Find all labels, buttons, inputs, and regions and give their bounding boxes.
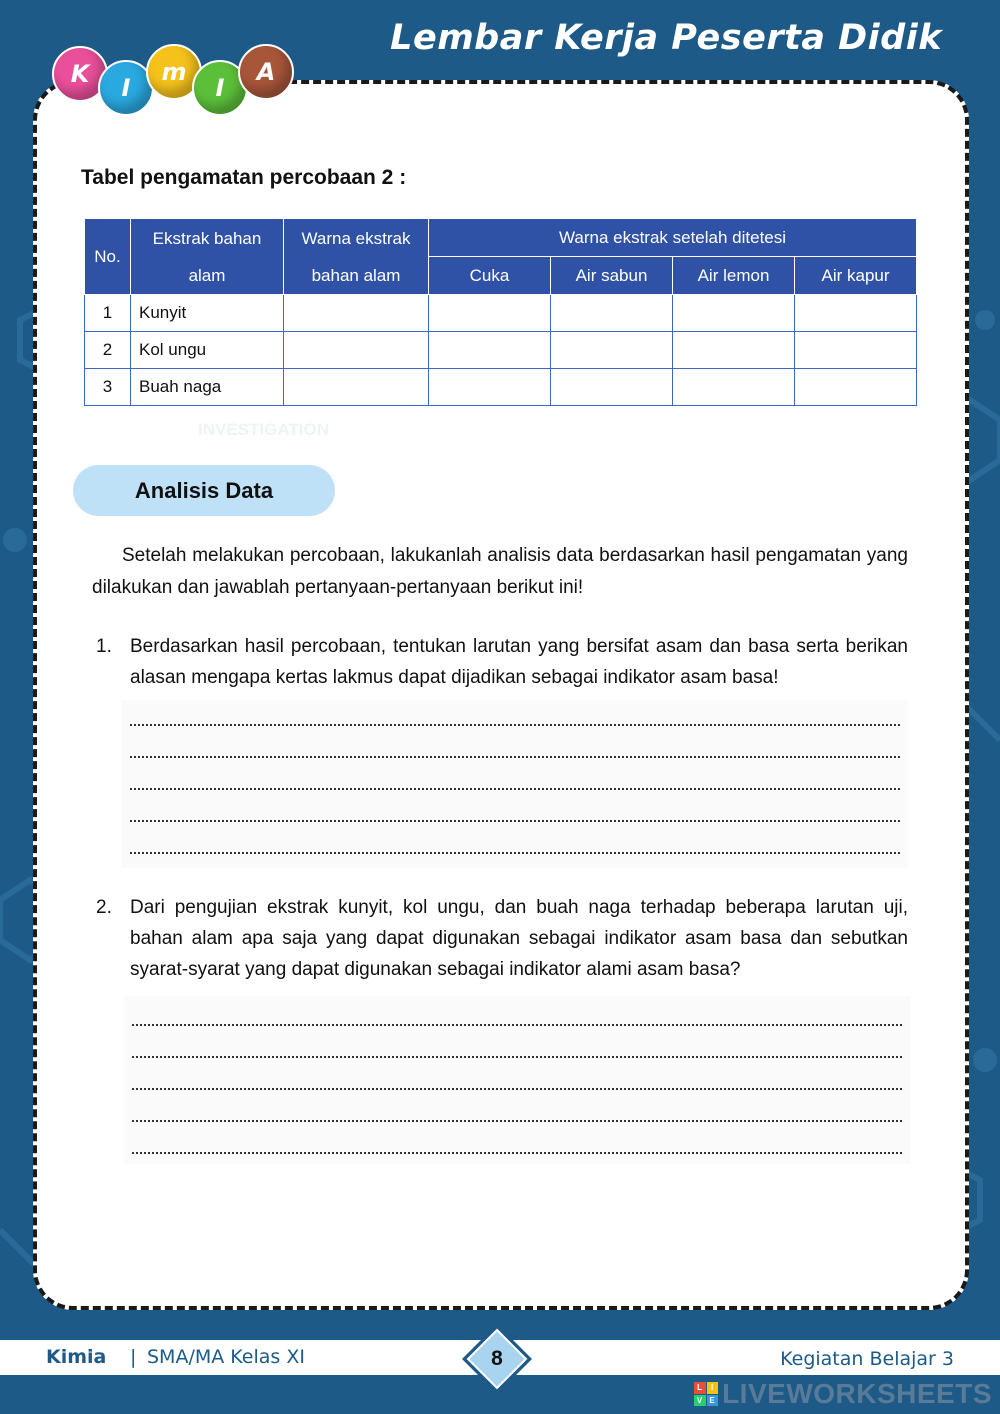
row-no: 2 xyxy=(85,332,131,369)
header-ekstrak-line2: alam xyxy=(188,265,226,285)
header-warna-line1: Warna ekstrak xyxy=(301,228,411,248)
answer-line[interactable] xyxy=(132,1056,902,1058)
input-cell[interactable] xyxy=(795,369,917,406)
table-title: Tabel pengamatan percobaan 2 : xyxy=(81,166,407,189)
footer-separator: | xyxy=(130,1346,137,1368)
footer-unit: Kegiatan Belajar 3 xyxy=(780,1348,954,1370)
input-cell[interactable] xyxy=(795,295,917,332)
question-number: 2. xyxy=(96,897,112,918)
liveworksheets-watermark xyxy=(694,1378,992,1410)
input-cell[interactable] xyxy=(429,369,551,406)
header-group: Warna ekstrak setelah ditetesi xyxy=(429,219,917,257)
answer-line[interactable] xyxy=(130,756,900,758)
liveworksheets-logo-icon xyxy=(694,1382,718,1406)
kimia-logo xyxy=(52,40,292,115)
answer-line[interactable] xyxy=(132,1088,902,1090)
input-cell[interactable] xyxy=(673,332,795,369)
answer-line[interactable] xyxy=(132,1152,902,1154)
question-1 xyxy=(92,631,908,693)
answer-line[interactable] xyxy=(130,852,900,854)
header-air-lemon: Air lemon xyxy=(673,257,795,295)
input-cell[interactable] xyxy=(551,295,673,332)
page-number: 8 xyxy=(491,1347,503,1370)
logo-ball-i2: I xyxy=(192,60,248,116)
input-cell[interactable] xyxy=(551,332,673,369)
lw-logo-v: V xyxy=(694,1395,706,1407)
row-name: Kunyit xyxy=(131,295,284,332)
row-no: 1 xyxy=(85,295,131,332)
input-cell[interactable] xyxy=(795,332,917,369)
row-name: Kol ungu xyxy=(131,332,284,369)
footer-subject: Kimia xyxy=(46,1346,107,1368)
input-cell[interactable] xyxy=(284,332,429,369)
header-no: No. xyxy=(85,219,131,295)
header-cuka: Cuka xyxy=(429,257,551,295)
input-cell[interactable] xyxy=(429,295,551,332)
header-air-sabun: Air sabun xyxy=(551,257,673,295)
header-ekstrak-line1: Ekstrak bahan xyxy=(152,228,262,248)
lw-logo-l: L xyxy=(694,1382,706,1394)
row-no: 3 xyxy=(85,369,131,406)
row-name: Buah naga xyxy=(131,369,284,406)
header-air-kapur: Air kapur xyxy=(795,257,917,295)
liveworksheets-text: LIVEWORKSHEETS xyxy=(722,1378,992,1409)
logo-ball-m: m xyxy=(146,44,202,100)
table-row xyxy=(85,295,917,332)
answer-line[interactable] xyxy=(132,1024,902,1026)
lw-logo-e: E xyxy=(707,1395,719,1407)
input-cell[interactable] xyxy=(673,295,795,332)
header-ekstrak xyxy=(131,219,284,295)
question-number: 1. xyxy=(96,636,112,657)
input-cell[interactable] xyxy=(429,332,551,369)
question-2 xyxy=(92,892,908,985)
input-cell[interactable] xyxy=(284,295,429,332)
header-warna-line2: bahan alam xyxy=(311,265,401,285)
answer-line[interactable] xyxy=(132,1120,902,1122)
answer-line[interactable] xyxy=(130,820,900,822)
answer-line[interactable] xyxy=(130,724,900,726)
worksheet-title: Lembar Kerja Peserta Didik xyxy=(390,18,942,58)
lw-logo-i: I xyxy=(707,1382,719,1394)
answer-line[interactable] xyxy=(130,788,900,790)
table-row xyxy=(85,369,917,406)
answer-area-2[interactable] xyxy=(124,996,910,1164)
input-cell[interactable] xyxy=(673,369,795,406)
table-row xyxy=(85,332,917,369)
ghost-watermark-text: INVESTIGATION xyxy=(198,420,329,439)
answer-area-1[interactable] xyxy=(122,700,908,868)
footer-level: SMA/MA Kelas XI xyxy=(147,1346,305,1368)
section-label-analisis: Analisis Data xyxy=(73,465,335,516)
header-warna xyxy=(284,219,429,295)
logo-ball-k: K xyxy=(52,46,108,102)
question-text: Berdasarkan hasil percobaan, tentukan larutan yang bersifat asam dan basa serta berikan alasan mengapa kertas lakmus dapat dijadikan sebagai indikator asam basa! xyxy=(130,636,908,688)
logo-ball-a: A xyxy=(238,44,294,100)
input-cell[interactable] xyxy=(284,369,429,406)
question-text: Dari pengujian ekstrak kunyit, kol ungu, dan buah naga terhadap beberapa larutan uji, bahan alam apa saja yang dapat digunakan sebagai indikator asam basa dan sebutkan syarat-syarat yang dapat digunakan sebagai indikator alami asam basa? xyxy=(130,897,908,980)
observation-table xyxy=(84,218,917,406)
intro-paragraph: Setelah melakukan percobaan, lakukanlah analisis data berdasarkan hasil pengamatan yang dilakukan dan jawablah pertanyaan-pertanyaan berikut ini! xyxy=(92,545,908,598)
logo-ball-i: I xyxy=(98,60,154,116)
input-cell[interactable] xyxy=(551,369,673,406)
